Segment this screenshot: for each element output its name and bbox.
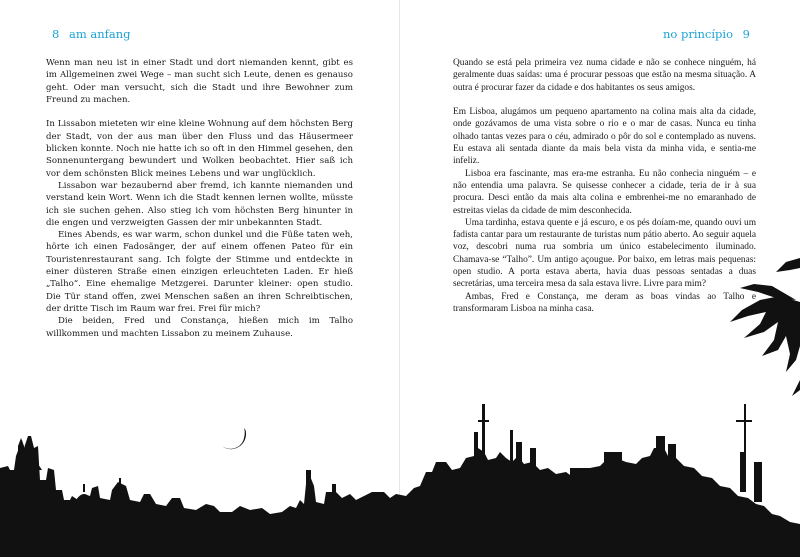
paragraph: Wenn man neu ist in einer Stadt und dort niemanden kennt, gibt es im Allgemeinen zwei Wege – man sucht sich Leute, denen es genauso geht. Oder man versucht, sich die Stadt und ihre Bewohner zum Freund zu machen. — [46, 58, 353, 105]
paragraph: In Lissabon mieteten wir eine kleine Wohnung auf dem höchsten Berg der Stadt, von der aus man über den Fluss und das Häusermeer blicken konnte. Noch nie hatte ich so oft in den Himmel gesehen, den Sonnenuntergang bewundert und Wolken beobachtet. Hier saß ich vor dem schönsten Blick meines Lebens und war unglücklich. — [46, 119, 353, 179]
page-number-left: 8 — [52, 27, 60, 41]
page-number-right: 9 — [742, 27, 750, 41]
paragraph: Die beiden, Fred und Constança, hießen mich im Talho willkommen und machten Lissabon zu meinem Zuhause. — [46, 316, 353, 339]
paragraph: Em Lisboa, alugámos um pequeno apartamento na colina mais alta da cidade, onde gozávamos de uma vista sobre o rio e o mar de casas. Nunca eu tinha olhado tantas vezes para o céu, admirado o pôr do sol e contemplado as nuvens. Eu estava ali sentada diante da mais bela vista da minha vida, e sentia-me infeliz. — [453, 107, 756, 167]
running-head-right — [663, 27, 756, 41]
paragraph: Uma tardinha, estava quente e já escuro, e os pés doíam-me, quando ouvi um fadista cantar para um restaurante de turistas num pátio aberto. Ao seguir aquela voz, descobri numa rua sombria um único estabelecimento iluminado. Chamava-se “Talho”. Um antigo açougue. Por baixo, em letras mais pequenas: open studio. A porta estava aberta, havia duas pessoas sentadas a duas secretárias, uma terceira mesa da sala estava livre. Livre para mim? — [453, 217, 756, 290]
paragraph: Ambas, Fred e Constança, me deram as boas vindas ao Talho e transformaram Lisboa na minha casa. — [453, 291, 756, 314]
german-text-block — [46, 57, 353, 340]
paragraph: Lissabon war bezaubernd aber fremd, ich kannte niemanden und verstand kein Wort. Wenn ich die Stadt kennen lernen wollte, müsste ich sie suchen gehen. Also stieg ich vom höchsten Berg hinunter in die engen und verzweigten Gassen der mir unbekannten Stadt. — [46, 180, 353, 228]
running-head-title-left: am anfang — [68, 27, 131, 41]
paragraph: Lisboa era fascinante, mas era-me estranha. Eu não conhecia ninguém – e não entendia uma palavra. Se quisesse conhecer a cidade, teria de ir à sua procura. Desci então da mais alta colina e embrenhei-me no emaranhado de estreitas vielas da cidade de mim desconhecida. — [453, 168, 756, 216]
paragraph: Quando se está pela primeira vez numa cidade e não se conhece ninguém, há geralmente duas saídas: uma é procurar pessoas que estão na mesma situação. A outra é procurar fazer da cidade e dos habitantes os seus amigos. — [453, 58, 756, 93]
running-head-title-right: no princípio — [663, 27, 734, 41]
running-head-left — [46, 27, 131, 41]
paragraph: Eines Abends, es war warm, schon dunkel und die Füße taten weh, hörte ich einen Fadosänger, der auf einem offenen Pateo für ein Touristenrestaurant sang. Ich folgte der Stimme und entdeckte in einer düsteren Straße einen einzigen erleuchteten Laden. Er hieß „Talho“. Eine ehemalige Metzgerei. Darunter kleiner: open studio. Die Tür stand offen, zwei Menschen saßen an ihren Schreibtischen, der dritte Tisch im Raum war frei. Frei für mich? — [46, 230, 353, 314]
right-page — [400, 0, 800, 557]
portuguese-text-block — [453, 57, 756, 315]
